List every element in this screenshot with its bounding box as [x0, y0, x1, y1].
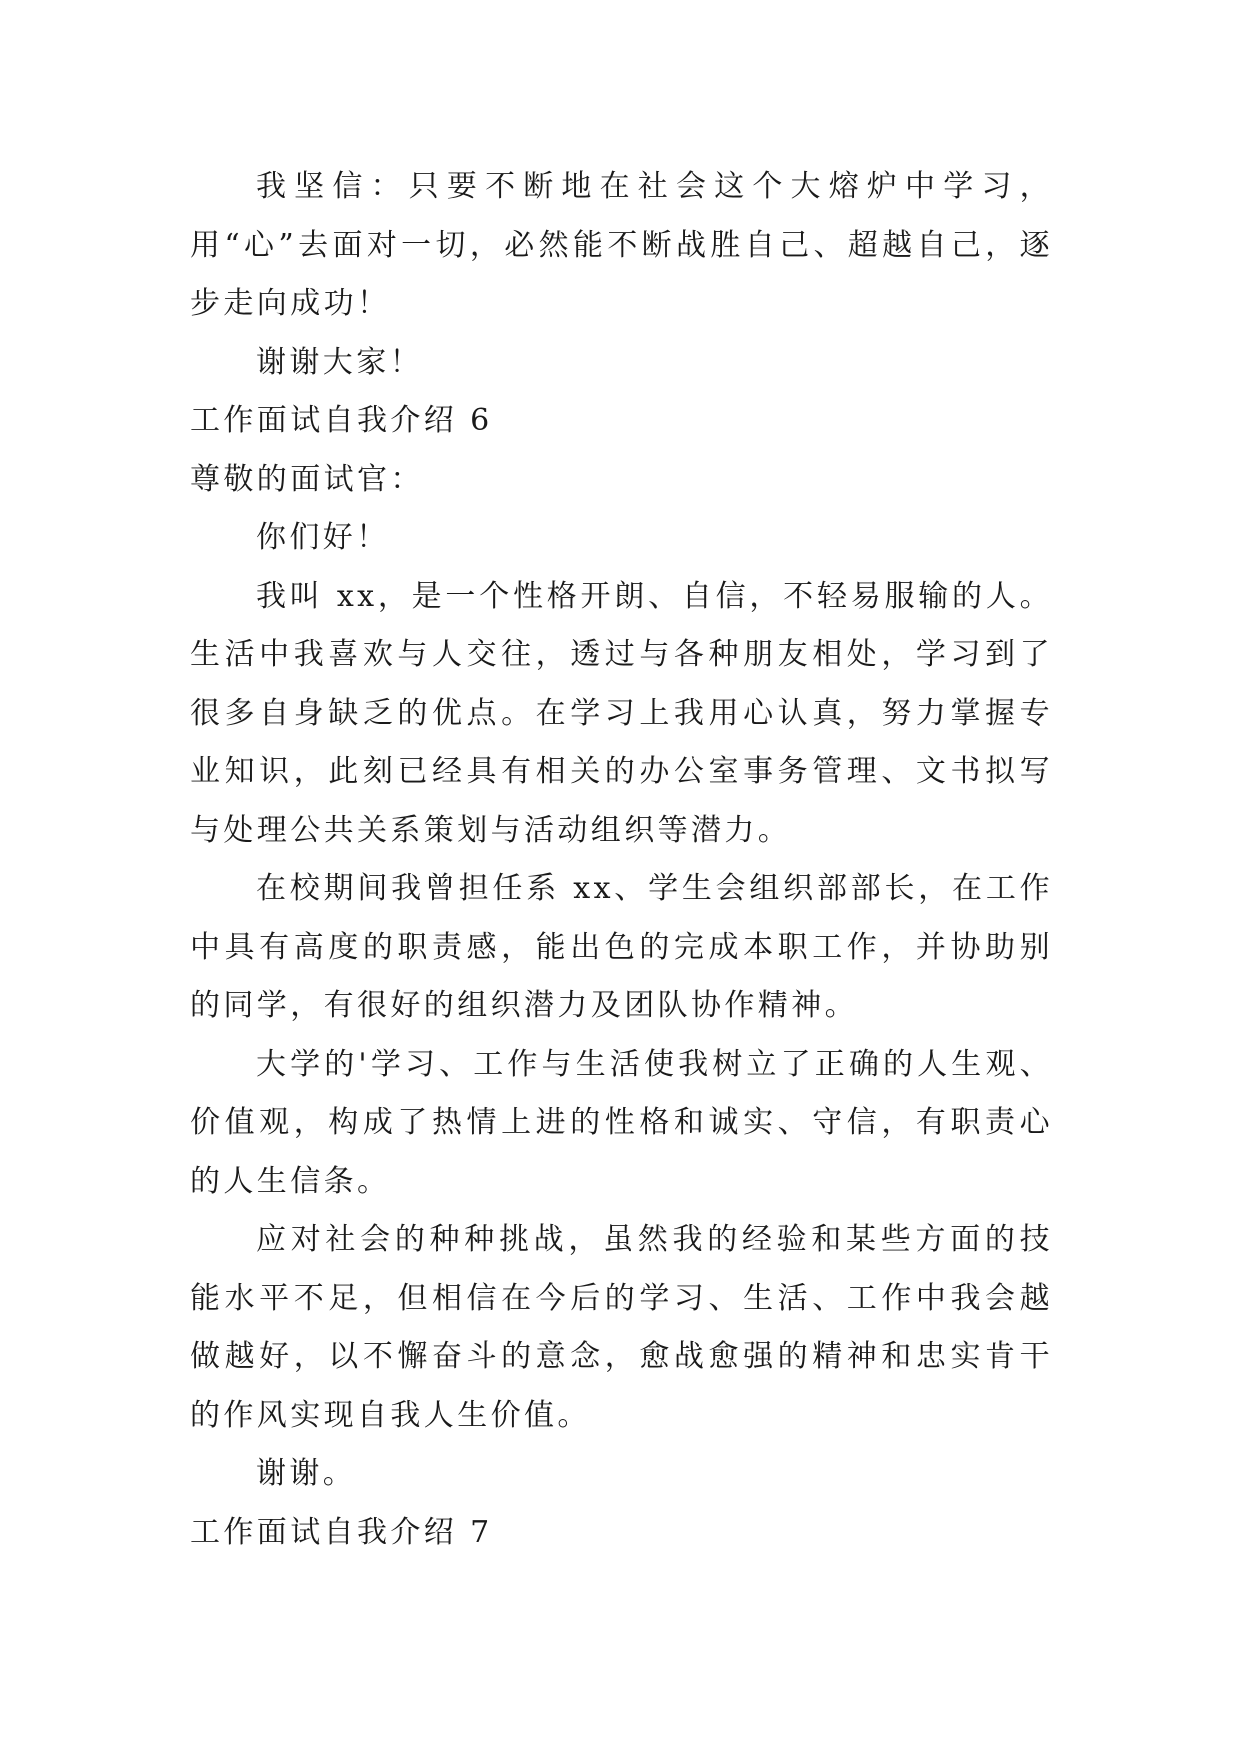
- salutation: 尊敬的面试官：: [190, 461, 424, 497]
- paragraph-thanks-all: 谢谢大家！: [256, 344, 423, 380]
- paragraph-belief: 我坚信：只要不断地在社会这个大熔炉中学习，用“心”去面对一切，必然能不断战胜自己、超越自己，逐步走向成功！: [190, 169, 1053, 321]
- section-heading-6: 工作面试自我介绍 6: [190, 403, 493, 438]
- paragraph-greeting: 你们好！: [256, 520, 390, 555]
- paragraph-challenges: 应对社会的种种挑战，虽然我的经验和某些方面的技能水平不足，但相信在今后的学习、生活、工作中我会越做越好，以不懈奋斗的意念，愈战愈强的精神和忠实肯干的作风实现自我人生价值。: [190, 1222, 1053, 1433]
- paragraph-self-intro: 我叫 xx，是一个性格开朗、自信，不轻易服输的人。生活中我喜欢与人交往，透过与各种朋友相处，学习到了很多自身缺乏的优点。在学习上我用心认真，努力掌握专业知识，此刻已经具有相关的办公室事务管理、文书拟写与处理公共关系策划与活动组织等潜力。: [190, 578, 1053, 848]
- paragraph-values: 大学的'学习、工作与生活使我树立了正确的人生观、价值观，构成了热情上进的性格和诚实、守信，有职责心的人生信条。: [190, 1046, 1053, 1199]
- document-body: [190, 158, 1053, 1562]
- paragraph-thanks: 谢谢。: [256, 1456, 357, 1491]
- paragraph-school-roles: 在校期间我曾担任系 xx、学生会组织部部长，在工作中具有高度的职责感，能出色的完成本职工作，并协助别的同学，有很好的组织潜力及团队协作精神。: [190, 871, 1053, 1023]
- section-heading-7: 工作面试自我介绍 7: [190, 1514, 493, 1550]
